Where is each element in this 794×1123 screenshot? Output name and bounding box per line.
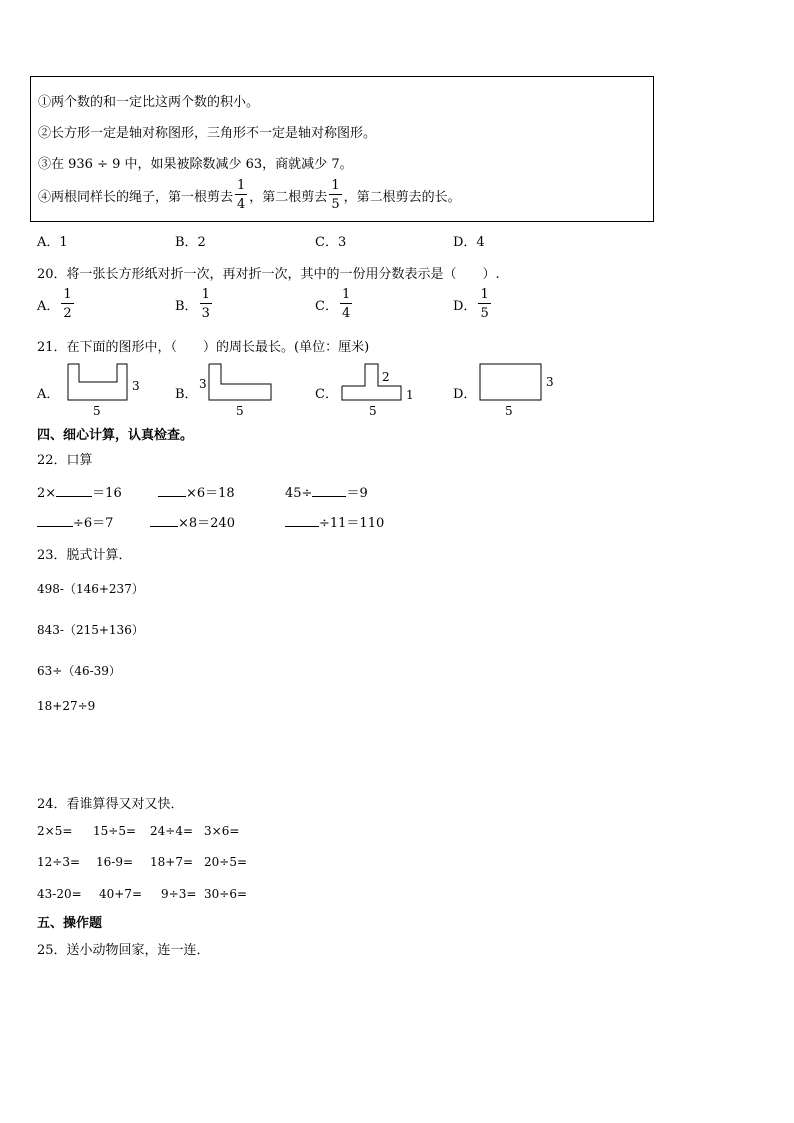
q22-item-2 bbox=[158, 482, 235, 501]
q25-stem: 25．送小动物回家，连一连． bbox=[37, 943, 210, 958]
q20-option-b[interactable] bbox=[175, 288, 214, 320]
expression-suffix: ＝9 bbox=[346, 486, 368, 501]
fraction-one-third bbox=[200, 288, 212, 320]
q24-r2-c1: 12÷3= bbox=[37, 855, 81, 869]
q22-item-5 bbox=[150, 512, 235, 531]
q19-option-a[interactable]: A．1 bbox=[37, 235, 68, 250]
shape-c-bottom-label: 5 bbox=[369, 404, 377, 418]
q22-item-1 bbox=[37, 482, 122, 501]
statement-1: ①两个数的和一定比这两个数的积小。 bbox=[38, 95, 260, 110]
expression-prefix: 2× bbox=[37, 486, 57, 501]
q23-expression-1: 498-（146+237） bbox=[37, 582, 144, 596]
shape-c-t-figure bbox=[338, 362, 418, 420]
fraction-one-quarter bbox=[235, 179, 247, 211]
statements-box bbox=[30, 76, 654, 222]
q20-option-d[interactable] bbox=[453, 288, 493, 320]
fraction-numerator: 1 bbox=[63, 287, 72, 302]
q24-r2-c2: 16-9= bbox=[96, 855, 134, 869]
q24-r1-c2: 15÷5= bbox=[93, 824, 137, 838]
q24-r3-c1: 43-20= bbox=[37, 887, 82, 901]
q22-item-3 bbox=[285, 482, 368, 501]
shape-c-top-label: 2 bbox=[382, 370, 390, 384]
fraction-one-half bbox=[61, 288, 73, 320]
option-label: C． bbox=[315, 298, 338, 314]
fraction-numerator: 1 bbox=[331, 178, 340, 193]
q22-title: 22．口算 bbox=[37, 453, 93, 468]
statement-4-part-c: ，第二根剪去的长。 bbox=[343, 189, 461, 205]
q24-title: 24．看谁算得又对又快． bbox=[37, 797, 184, 812]
q24-r1-c3: 24÷4= bbox=[150, 824, 194, 838]
q21-stem: 21．在下面的图形中，（ ）的周长最长。(单位：厘米) bbox=[37, 340, 370, 355]
shape-a-u-figure bbox=[64, 362, 150, 420]
fraction-numerator: 1 bbox=[201, 287, 210, 302]
q24-r1-c1: 2×5= bbox=[37, 824, 73, 838]
q24-r3-c4: 30÷6= bbox=[204, 887, 248, 901]
q23-title: 23．脱式计算． bbox=[37, 548, 132, 563]
fraction-numerator: 1 bbox=[341, 287, 351, 302]
q22-item-6 bbox=[285, 512, 384, 531]
q19-option-d[interactable]: D．4 bbox=[453, 235, 485, 250]
shape-b-l-figure bbox=[198, 362, 278, 420]
q23-expression-4: 18+27÷9 bbox=[37, 699, 96, 713]
fraction-denominator: 5 bbox=[480, 306, 489, 321]
q24-r3-c3: 9÷3= bbox=[161, 887, 197, 901]
answer-blank[interactable] bbox=[150, 514, 178, 527]
q24-r2-c4: 20÷5= bbox=[204, 855, 248, 869]
section-5-heading: 五、操作题 bbox=[37, 916, 103, 931]
expression-suffix: ÷11＝110 bbox=[319, 516, 385, 531]
statement-2: ②长方形一定是轴对称图形，三角形不一定是轴对称图形。 bbox=[38, 126, 377, 141]
expression-suffix: ÷6＝7 bbox=[73, 516, 114, 531]
q21-option-a-label[interactable]: A． bbox=[37, 387, 60, 402]
fraction-numerator: 1 bbox=[237, 178, 246, 193]
answer-blank[interactable] bbox=[312, 484, 346, 497]
q21-option-c-label[interactable]: C． bbox=[315, 387, 338, 402]
expression-prefix: 45÷ bbox=[285, 486, 313, 501]
fraction-one-quarter bbox=[340, 288, 352, 320]
statement-4 bbox=[38, 179, 461, 211]
q19-option-c[interactable]: C．3 bbox=[315, 235, 347, 250]
q24-r3-c2: 40+7= bbox=[99, 887, 143, 901]
fraction-one-fifth bbox=[329, 179, 341, 211]
fraction-denominator: 3 bbox=[201, 306, 210, 321]
shape-b-bottom-label: 5 bbox=[236, 404, 244, 418]
answer-blank[interactable] bbox=[56, 484, 92, 497]
option-label: D． bbox=[453, 298, 477, 314]
shape-b-side-label: 3 bbox=[199, 377, 207, 391]
fraction-denominator: 4 bbox=[341, 306, 351, 321]
expression-suffix: ＝16 bbox=[92, 486, 122, 501]
statement-4-part-b: ，第二根剪去 bbox=[249, 189, 328, 205]
q20-option-c[interactable] bbox=[315, 288, 354, 320]
shape-d-side-label: 3 bbox=[546, 375, 554, 389]
fraction-denominator: 5 bbox=[331, 197, 340, 212]
q19-option-b[interactable]: B．2 bbox=[175, 235, 206, 250]
statement-3: ③在 936 ÷ 9 中，如果被除数减少 63，商就减少 7。 bbox=[38, 157, 353, 172]
q21-option-b-label[interactable]: B． bbox=[175, 387, 198, 402]
q21-option-d-label[interactable]: D． bbox=[453, 387, 477, 402]
fraction-one-fifth bbox=[478, 288, 490, 320]
expression-suffix: ×8＝240 bbox=[178, 516, 235, 531]
shape-d-bottom-label: 5 bbox=[505, 404, 513, 418]
q24-r1-c4: 3×6= bbox=[204, 824, 240, 838]
shape-a-bottom-label: 5 bbox=[93, 404, 101, 418]
statement-4-part-a: ④两根同样长的绳子，第一根剪去 bbox=[38, 189, 234, 205]
shape-c-side-label: 1 bbox=[406, 388, 414, 402]
fraction-denominator: 4 bbox=[237, 197, 246, 212]
option-label: B． bbox=[175, 298, 198, 314]
shape-a-side-label: 3 bbox=[132, 379, 140, 393]
option-label: A． bbox=[37, 298, 60, 314]
q20-stem: 20．将一张长方形纸对折一次，再对折一次，其中的一份用分数表示是（ ）. bbox=[37, 267, 500, 282]
q23-expression-2: 843-（215+136） bbox=[37, 623, 144, 637]
q22-item-4 bbox=[37, 512, 113, 531]
answer-blank[interactable] bbox=[285, 514, 319, 527]
expression-suffix: ×6＝18 bbox=[186, 486, 235, 501]
q23-expression-3: 63÷（46-39） bbox=[37, 664, 121, 678]
answer-blank[interactable] bbox=[37, 514, 73, 527]
q24-r2-c3: 18+7= bbox=[150, 855, 194, 869]
answer-blank[interactable] bbox=[158, 484, 186, 497]
q20-option-a[interactable] bbox=[37, 288, 76, 320]
shape-d-rectangle bbox=[476, 362, 560, 420]
section-4-heading: 四、细心计算，认真检查。 bbox=[37, 428, 194, 443]
fraction-numerator: 1 bbox=[480, 287, 489, 302]
fraction-denominator: 2 bbox=[63, 306, 72, 321]
